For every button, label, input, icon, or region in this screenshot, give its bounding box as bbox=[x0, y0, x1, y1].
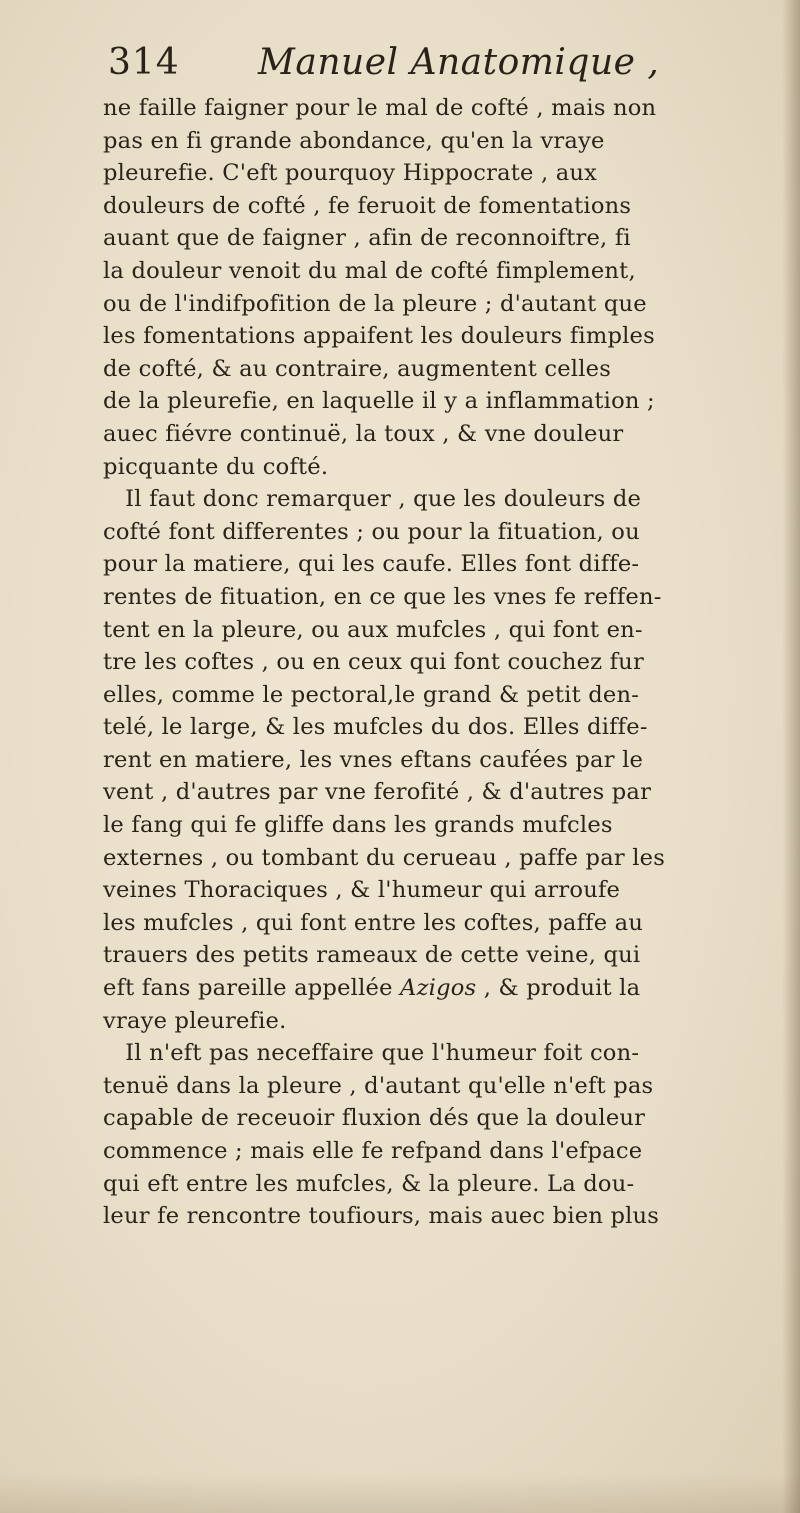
text-line: auant que de faigner , afin de reconnoiftre, fi bbox=[103, 225, 631, 252]
text-line: Il n'eft pas neceffaire que l'humeur foit con- bbox=[103, 1040, 640, 1067]
text-line: ou de l'indifpofition de la pleure ; d'autant que bbox=[103, 290, 647, 317]
text-line: de la pleurefie, en laquelle il y a inflammation ; bbox=[103, 388, 655, 415]
text-line: leur fe rencontre toufiours, mais auec bien plus bbox=[103, 1203, 660, 1230]
text-line: douleurs de cofté , fe feruoit de fomentations bbox=[103, 192, 632, 219]
text-line: de cofté, & au contraire, augmentent celles bbox=[103, 355, 612, 382]
text-line: rent en matiere, les vnes eftans caufées par le bbox=[103, 746, 644, 773]
running-head: Manuel Anatomique , bbox=[258, 42, 660, 83]
text-line: externes , ou tombant du cerueau , paffe par les bbox=[103, 844, 666, 871]
text-line: telé, le large, & les mufcles du dos. Elles diffe- bbox=[103, 714, 648, 741]
text-line: auec fiévre continuë, la toux , & vne douleur bbox=[103, 420, 624, 447]
text-segment: eft fans pareille appellée bbox=[103, 975, 401, 1002]
text-line: qui eft entre les mufcles, & la pleure. La dou- bbox=[103, 1170, 635, 1197]
italic-term: Azigos bbox=[400, 975, 477, 1002]
text-line: commence ; mais elle fe refpand dans l'efpace bbox=[103, 1138, 643, 1164]
text-line: pas en fi grande abondance, qu'en la vraye bbox=[103, 127, 605, 154]
text-line: le fang qui fe gliffe dans les grands mufcles bbox=[103, 812, 613, 839]
text-line: cofté font differentes ; ou pour la fituation, ou bbox=[103, 518, 640, 545]
text-segment: , & produit la bbox=[476, 975, 641, 1002]
page-header bbox=[108, 42, 708, 90]
text-line: les mufcles , qui font entre les coftes, paffe au bbox=[103, 909, 644, 936]
text-line: pour la matiere, qui les caufe. Elles font diffe- bbox=[103, 551, 640, 578]
text-line: tent en la pleure, ou aux mufcles , qui font en- bbox=[103, 616, 643, 643]
body-text bbox=[103, 92, 783, 1233]
text-line: vent , d'autres par vne ferofité , & d'autres par bbox=[103, 779, 652, 806]
text-line: trauers des petits rameaux de cette veine, qui bbox=[103, 942, 641, 969]
text-line-with-italic bbox=[103, 972, 783, 1005]
text-line: ne faille faigner pour le mal de cofté , mais non bbox=[103, 95, 657, 121]
text-line: la douleur venoit du mal de cofté fimplement, bbox=[103, 257, 636, 284]
text-line: tenuë dans la pleure , d'autant qu'elle n'eft pas bbox=[103, 1072, 654, 1099]
text-line: tre les coftes , ou en ceux qui font couchez fur bbox=[103, 649, 644, 676]
text-line: vraye pleurefie. bbox=[103, 1007, 287, 1034]
text-line: Il faut donc remarquer , que les douleurs de bbox=[103, 486, 642, 513]
page-gutter-shadow bbox=[782, 0, 800, 1513]
page-bottom-shadow bbox=[0, 1473, 800, 1513]
text-line: rentes de fituation, en ce que les vnes fe reffen- bbox=[103, 583, 662, 610]
text-line: veines Thoraciques , & l'humeur qui arroufe bbox=[103, 877, 621, 904]
page-number: 314 bbox=[108, 42, 180, 83]
text-line: capable de receuoir fluxion dés que la douleur bbox=[103, 1105, 646, 1132]
text-line: les fomentations appaifent les douleurs fimples bbox=[103, 323, 655, 350]
text-line: elles, comme le pectoral,le grand & petit den- bbox=[103, 681, 640, 708]
text-line: pleurefie. C'eft pourquoy Hippocrate , aux bbox=[103, 160, 598, 187]
text-line: picquante du cofté. bbox=[103, 453, 329, 480]
